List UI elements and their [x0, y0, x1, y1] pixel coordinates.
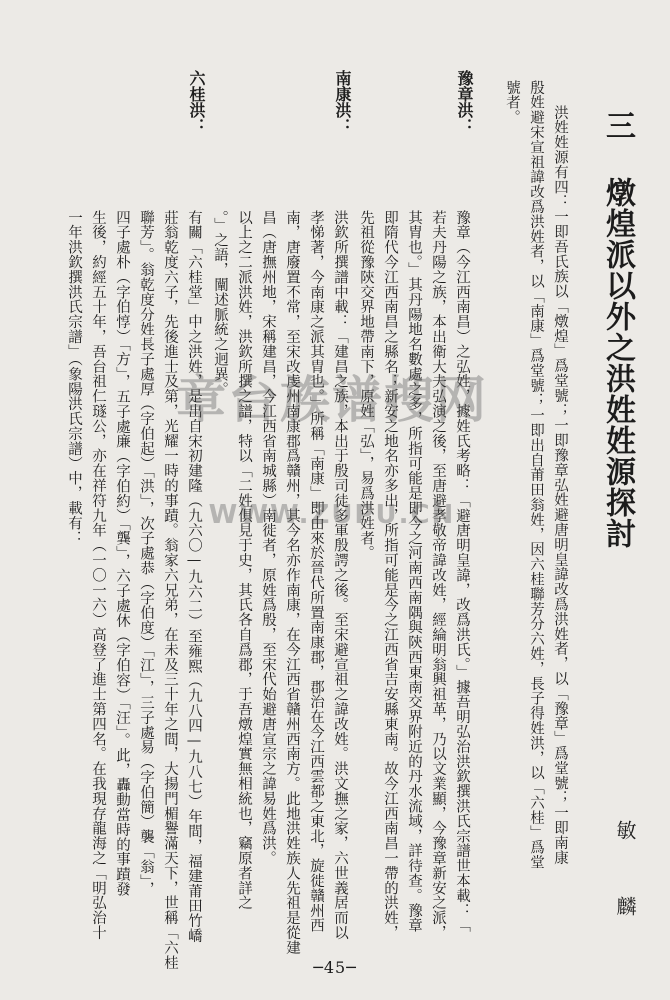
section-heading-nankang: 南康洪： — [333, 70, 352, 134]
section-yuzhang-line-3: 其胄也。」其丹陽地名數處之多，所指可能是即今之河南西南隅與陝西東南交界附近的丹水流域，詳待查。豫章 — [406, 210, 422, 933]
section-liugui-line-6: 一年洪欽撰洪氏宗譜」（象陽洪氏宗譜）中，載有： — [66, 210, 82, 546]
section-nankang-line-6: 。」之語，闡述脈統之迥異。 — [212, 210, 228, 397]
intro-line-2: 殷姓避宋宣祖諱改爲洪姓者，以「南康」爲堂號；一即出自莆田翁姓，因六桂聯芳分六姓，長子得姓洪，以「六桂」爲堂 — [528, 80, 544, 870]
section-nankang-line-1: 洪欽所撰譜中載：「建昌之族，本出于殷司徒多軍殷諤之後。至宋避宣祖之諱改姓。洪文撫之家，六世義居而以 — [332, 210, 348, 941]
author-name: 敏 麟 — [613, 820, 637, 932]
section-yuzhang-line-1: 豫章（今江西南昌）之弘姓，據姓氏考略：「避唐明皇諱，改爲洪氏。」據吾明弘治洪欽撰洪氏宗譜世本載：「 — [454, 210, 470, 933]
watermark-url: WWW.ZUPU.CN — [208, 500, 456, 530]
section-nankang-line-3: 南，唐廢置不常，至宋改虔州南康郡爲贛州，其今名亦作南康，在今江西省贛州西南方。此地洪姓族人先祖是從建 — [284, 210, 300, 955]
section-liugui-line-5: 生後，約經五十年，吾台祖仁璲公，亦在祥符九年（一〇一六）高登了進士第四名。在我現存龍海之「明弘治十 — [90, 210, 106, 941]
section-liugui-line-2: 莊翁乾度六子，先後進士及第，光耀一時的事蹟。翁家六兄弟，在未及三十年之間，大揚門楣譽滿天下，世稱「六桂 — [162, 210, 178, 970]
section-heading-liugui: 六桂洪： — [187, 70, 206, 134]
section-nankang-line-5: 以上之二派洪姓，洪欽所撰之譜，特以「二姓俱見于史，其氏各自爲郡，于吾燉煌實無相統也，竊原者詳之 — [236, 210, 252, 911]
watermark-text: 章台族谱搜网 — [176, 371, 488, 429]
section-yuzhang-line-2: 若夫丹陽之族，本出衛大夫弘演之後，至唐避孝敬帝諱改姓，經綸明翁興祖革，乃以文業顯，今豫章新安之派， — [430, 210, 446, 941]
section-heading-yuzhang: 豫章洪： — [455, 70, 474, 134]
intro-line-3: 號者。 — [504, 80, 520, 125]
section-liugui-line-1: 有關「六桂堂」中之洪姓，是出自宋初建隆（九六〇—九六二）至雍熙（九八四—九八七）年間，福建莆田竹嶠 — [186, 210, 202, 944]
section-liugui-line-4: 四子處朴（字伯惇）「方」，五子處廉（字伯約）「龔」，六子處休（字伯容）「汪」。此，轟動當時的事蹟發 — [114, 210, 130, 897]
intro-line-1: 洪姓姓源有四：一即吾氏族以「燉煌」爲堂號；一即豫章弘姓避唐明皇諱改爲洪姓者，以「豫章」爲堂號；一即南康 — [552, 105, 568, 865]
article-title: 三 燉煌派以外之洪姓姓源探討 — [600, 110, 635, 549]
section-liugui-line-3: 聯芳」。翁乾度分姓長子處厚（字伯起）「洪」，次子處恭（字伯度）「江」，三子處易（字伯簡）襲「翁」， — [138, 210, 154, 897]
page-number: ─45─ — [313, 958, 357, 977]
section-nankang-line-4: 昌（唐撫州地，宋稱建昌，今江西省南城縣）南徙者，原姓爲殷，至宋代始避唐宣宗之諱易姓爲洪。 — [260, 210, 276, 866]
section-yuzhang-line-4: 即隋代今江西南昌之縣名；新安之地名亦多出，所指可能是今之江西省吉安縣東南。故今江西南昌一帶的洪姓， — [382, 210, 398, 941]
section-yuzhang-line-5: 先祖從豫陝交界地帶南下，原姓「弘」，易爲洪姓者。 — [358, 210, 374, 561]
section-nankang-line-2: 孝悌著，今南康之派其胄也。」所稱「南康」即由來於晉代所置南康郡，郡治在今江西雲都之東北，旋徙贛州西 — [308, 210, 324, 933]
